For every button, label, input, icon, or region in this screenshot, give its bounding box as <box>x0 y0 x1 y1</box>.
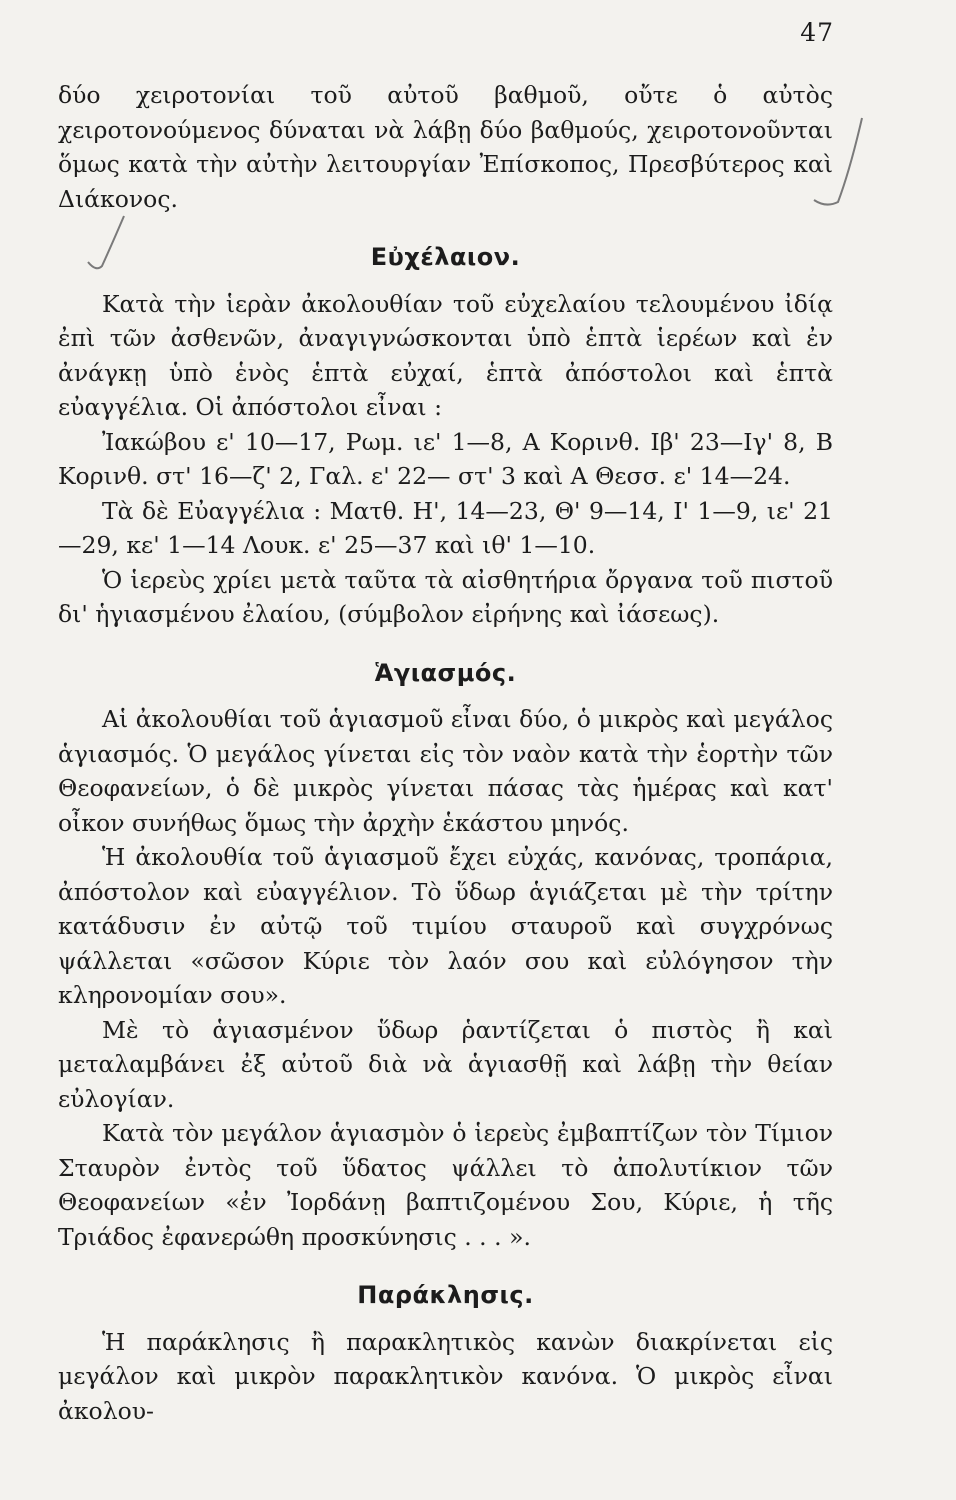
page-body <box>58 78 833 1428</box>
paragraph-epistle-references: Ἰακώβου ε' 10—17, Ρωμ. ιε' 1—8, Α Κορινθ. Ιβ' 23—Ιγ' 8, Β Κορινθ. στ' 16—ζ' 2, Γαλ. ε' 22— στ' 3 καὶ Α Θεσσ. ε' 14—24. <box>58 427 833 490</box>
paragraph-agiasmos-types: Αἱ ἀκολουθίαι τοῦ ἁγιασμοῦ εἶναι δύο, ὁ μικρὸς καὶ μεγάλος ἁγιασμός. Ὁ μεγάλος γίνεται εἰς τὸν ναὸν κατὰ τὴν ἑορτὴν τῶν Θεοφανείων, ὁ δὲ μικρὸς γίνεται πάσας τὰς ἡμέρας καὶ κατ' οἶκον συνήθως ὅμως τὴν ἀρχὴν ἑκάστου μηνός. <box>58 705 833 837</box>
paragraph-euchelaion-service: Κατὰ τὴν ἱερὰν ἀκολουθίαν τοῦ εὐχελαίου τελουμένου ἰδίᾳ ἐπὶ τῶν ἀσθενῶν, ἀναγιγνώσκονται ὑπὸ ἑπτὰ ἱερέων καὶ ἐν ἀνάγκῃ ὑπὸ ἑνὸς ἑπτὰ εὐχαί, ἑπτὰ ἀπόστολοι καὶ ἑπτὰ εὐαγγέλια. Οἱ ἀπόστολοι εἶναι : <box>58 289 833 421</box>
paragraph-paraklesis: Ἡ παράκλησις ἢ παρακλητικὸς κανὼν διακρίνεται εἰς μεγάλον καὶ μικρὸν παρακλητικὸν κανόνα. Ὁ μικρὸς εἶναι ἀκολου- <box>58 1327 833 1425</box>
paragraph-ordination-continuation: δύο χειροτονίαι τοῦ αὐτοῦ βαθμοῦ, οὔτε ὁ αὐτὸς χειροτονούμενος δύναται νὰ λάβῃ δύο βαθμούς, χειροτονοῦνται ὅμως κατὰ τὴν αὐτὴν λειτουργίαν Ἐπίσκοπος, Πρεσβύτερος καὶ Διάκονος. <box>58 81 833 213</box>
page-number: 47 <box>800 18 834 47</box>
paragraph-agiasmos-service: Ἡ ἀκολουθία τοῦ ἁγιασμοῦ ἔχει εὐχάς, κανόνας, τροπάρια, ἀπόστολον καὶ εὐαγγέλιον. Τὸ ὕδωρ ἁγιάζεται μὲ τὴν τρίτην κατάδυσιν ἐν αὐτῷ τοῦ τιμίου σταυροῦ καὶ συγχρόνως ψάλλεται «σῶσον Κύριε τὸν λαόν σου καὶ εὐλόγησον τὴν κληρονομίαν σου». <box>58 843 833 1009</box>
paragraph-holy-water-use: Μὲ τὸ ἁγιασμένον ὕδωρ ῥαντίζεται ὁ πιστὸς ἢ καὶ μεταλαμβάνει ἐξ αὐτοῦ διὰ νὰ ἁγιασθῇ καὶ λάβῃ τὴν θείαν εὐλογίαν. <box>58 1015 833 1113</box>
heading-agiasmos: Ἁγιασμός. <box>374 658 517 687</box>
heading-paraklesis: Παράκλησις. <box>357 1281 534 1309</box>
paragraph-great-blessing: Κατὰ τὸν μεγάλον ἁγιασμὸν ὁ ἱερεὺς ἐμβαπτίζων τὸν Τίμιον Σταυρὸν ἐντὸς τοῦ ὕδατος ψάλλει τὸ ἀπολυτίκιον τῶν Θεοφανείων «ἐν Ἰορδάνῃ βαπτιζομένου Σου, Κύριε, ἡ τῆς Τριάδος ἐφανερώθη προσκύνησις . . . ». <box>58 1119 833 1251</box>
heading-euchelaion: Εὐχέλαιον. <box>370 243 521 271</box>
paragraph-gospel-references: Τὰ δὲ Εὐαγγέλια : Ματθ. Η', 14—23, Θ' 9—14, Ι' 1—9, ιε' 21—29, κε' 1—14 Λουκ. ε' 25—37 καὶ ιθ' 1—10. <box>58 496 833 559</box>
paragraph-anointing: Ὁ ἱερεὺς χρίει μετὰ ταῦτα τὰ αἰσθητήρια ὄργανα τοῦ πιστοῦ δι' ἡγιασμένου ἐλαίου, (σύμβολον εἰρήνης καὶ ἰάσεως). <box>58 565 833 628</box>
